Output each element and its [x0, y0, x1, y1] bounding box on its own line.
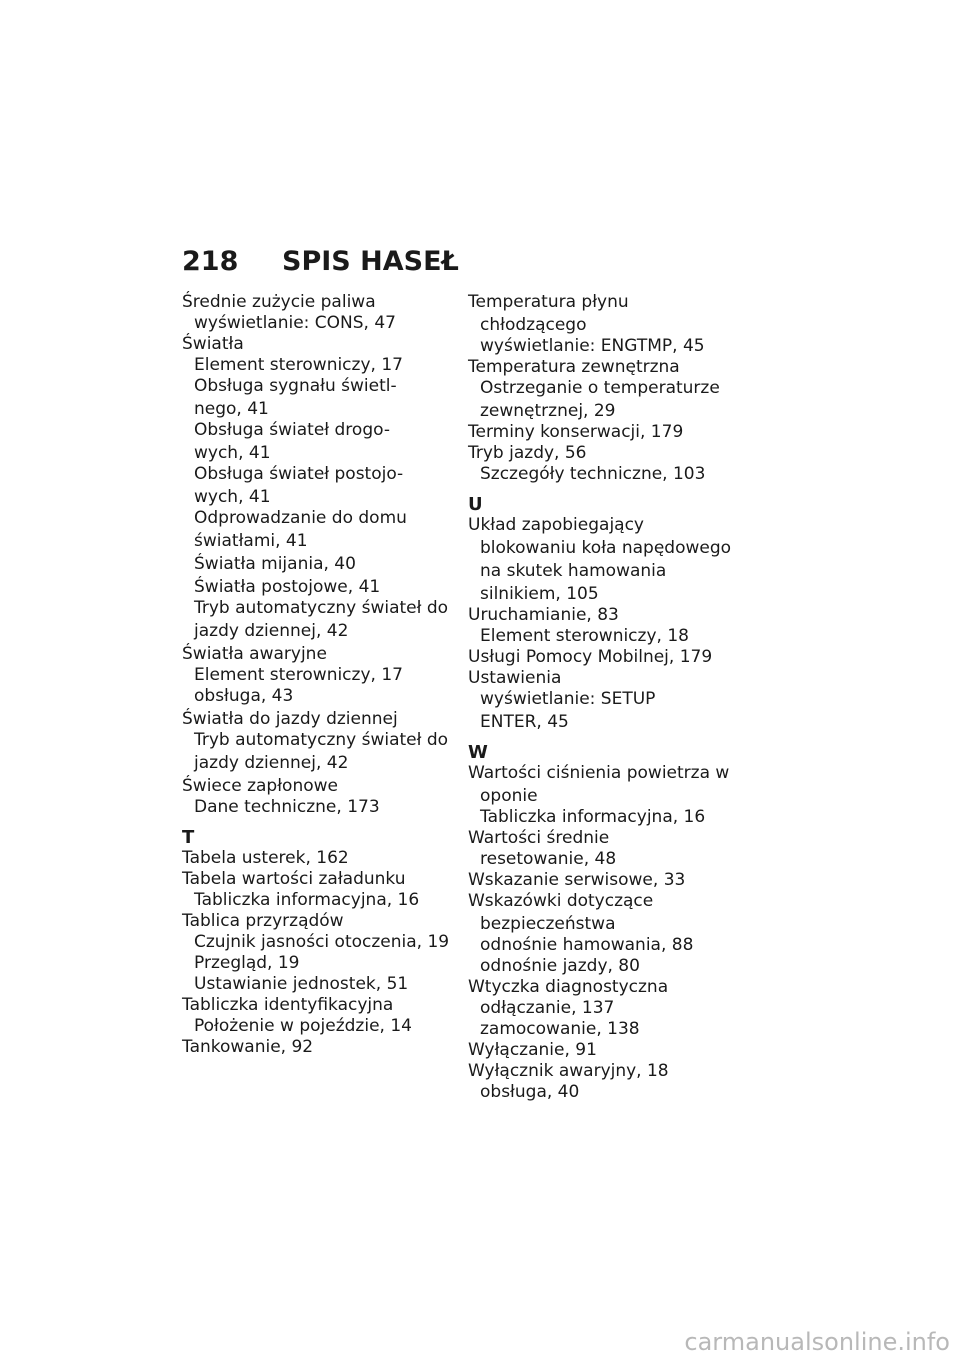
index-subentry: światłami, 41 — [194, 531, 308, 551]
index-subentry: wych, 41 — [194, 487, 271, 507]
index-entry: Uruchamianie, 83 — [468, 605, 619, 625]
index-entry: Tablica przyrządów — [182, 911, 344, 931]
index-subentry: Światła mijania, 40 — [194, 554, 356, 574]
index-entry: Tabliczka identyfikacyjna — [182, 995, 394, 1015]
index-subentry: Ostrzeganie o temperaturze — [480, 378, 720, 398]
index-subentry: odłączanie, 137 — [480, 998, 615, 1018]
index-subentry: resetowanie, 48 — [480, 849, 617, 869]
index-entry: Wartości średnie — [468, 828, 610, 848]
index-column-right — [468, 292, 748, 1103]
index-subentry: Światła postojowe, 41 — [194, 577, 381, 597]
index-subentry: obsługa, 40 — [480, 1082, 580, 1102]
index-entry: Usługi Pomocy Mobilnej, 179 — [468, 647, 713, 667]
index-subentry: zamocowanie, 138 — [480, 1019, 640, 1039]
index-entry: Światła — [182, 334, 244, 354]
index-subentry: bezpieczeństwa — [480, 914, 616, 934]
index-entry: Wtyczka diagnostyczna — [468, 977, 669, 997]
index-subentry: Tryb automatyczny świateł do — [194, 598, 449, 618]
index-subentry: na skutek hamowania — [480, 561, 667, 581]
index-entry: Tabela wartości załadunku — [182, 869, 406, 889]
index-subentry: Ustawianie jednostek, 51 — [194, 974, 409, 994]
index-entry: Tabela usterek, 162 — [182, 848, 349, 868]
index-subentry: silnikiem, 105 — [480, 584, 599, 604]
page-number: 218 — [182, 246, 239, 277]
index-section-letter: W — [468, 742, 488, 763]
index-subentry: Element sterowniczy, 18 — [480, 626, 689, 646]
index-subentry: jazdy dziennej, 42 — [194, 753, 349, 773]
index-entry: Tryb jazdy, 56 — [468, 443, 587, 463]
index-subentry: Szczegóły techniczne, 103 — [480, 464, 706, 484]
index-subentry: jazdy dziennej, 42 — [194, 621, 349, 641]
index-subentry: zewnętrznej, 29 — [480, 401, 616, 421]
index-subentry: Przegląd, 19 — [194, 953, 300, 973]
index-section-letter: U — [468, 494, 483, 515]
index-subentry: wyświetlanie: ENGTMP, 45 — [480, 336, 705, 356]
index-entry: Wskazówki dotyczące — [468, 891, 654, 911]
index-entry: Wyłączanie, 91 — [468, 1040, 597, 1060]
index-subentry: chłodzącego — [480, 315, 587, 335]
index-subentry: Obsługa sygnału świetl- — [194, 376, 397, 396]
index-subentry: blokowaniu koła napędowego — [480, 538, 732, 558]
index-subentry: oponie — [480, 786, 538, 806]
index-subentry: Element sterowniczy, 17 — [194, 665, 403, 685]
index-subentry: Dane techniczne, 173 — [194, 797, 380, 817]
index-subentry: Obsługa świateł postojo- — [194, 464, 404, 484]
index-subentry: ENTER, 45 — [480, 712, 569, 732]
index-entry: Średnie zużycie paliwa — [182, 292, 376, 312]
index-subentry: Tabliczka informacyjna, 16 — [194, 890, 420, 910]
index-entry: Świece zapłonowe — [182, 776, 338, 796]
watermark: carmanualsonline.info — [684, 1328, 950, 1356]
page-title: SPIS HASEŁ — [282, 246, 459, 277]
index-entry: Terminy konserwacji, 179 — [468, 422, 684, 442]
index-entry: Wyłącznik awaryjny, 18 — [468, 1061, 669, 1081]
index-entry: Wskazanie serwisowe, 33 — [468, 870, 686, 890]
index-subentry: wyświetlanie: CONS, 47 — [194, 313, 396, 333]
index-subentry: Obsługa świateł drogo- — [194, 420, 390, 440]
index-subentry: Element sterowniczy, 17 — [194, 355, 403, 375]
index-section-letter: T — [182, 827, 195, 848]
index-entry: Wartości ciśnienia powietrza w — [468, 763, 730, 783]
index-subentry: Odprowadzanie do domu — [194, 508, 407, 528]
index-subentry: obsługa, 43 — [194, 686, 294, 706]
index-entry: Temperatura płynu — [468, 292, 629, 312]
index-entry: Tankowanie, 92 — [182, 1037, 314, 1057]
index-entry: Układ zapobiegający — [468, 515, 644, 535]
index-subentry: Tabliczka informacyjna, 16 — [480, 807, 706, 827]
index-subentry: wych, 41 — [194, 443, 271, 463]
index-subentry: odnośnie hamowania, 88 — [480, 935, 694, 955]
index-entry: Ustawienia — [468, 668, 562, 688]
index-entry: Światła do jazdy dziennej — [182, 709, 398, 729]
index-subentry: Tryb automatyczny świateł do — [194, 730, 449, 750]
index-subentry: nego, 41 — [194, 399, 269, 419]
index-subentry: Czujnik jasności otoczenia, 19 — [194, 932, 450, 952]
index-subentry: odnośnie jazdy, 80 — [480, 956, 640, 976]
index-subentry: Położenie w pojeździe, 14 — [194, 1016, 412, 1036]
index-entry: Temperatura zewnętrzna — [468, 357, 680, 377]
index-entry: Światła awaryjne — [182, 644, 327, 664]
index-column-left — [182, 292, 462, 1058]
index-subentry: wyświetlanie: SETUP — [480, 689, 656, 709]
